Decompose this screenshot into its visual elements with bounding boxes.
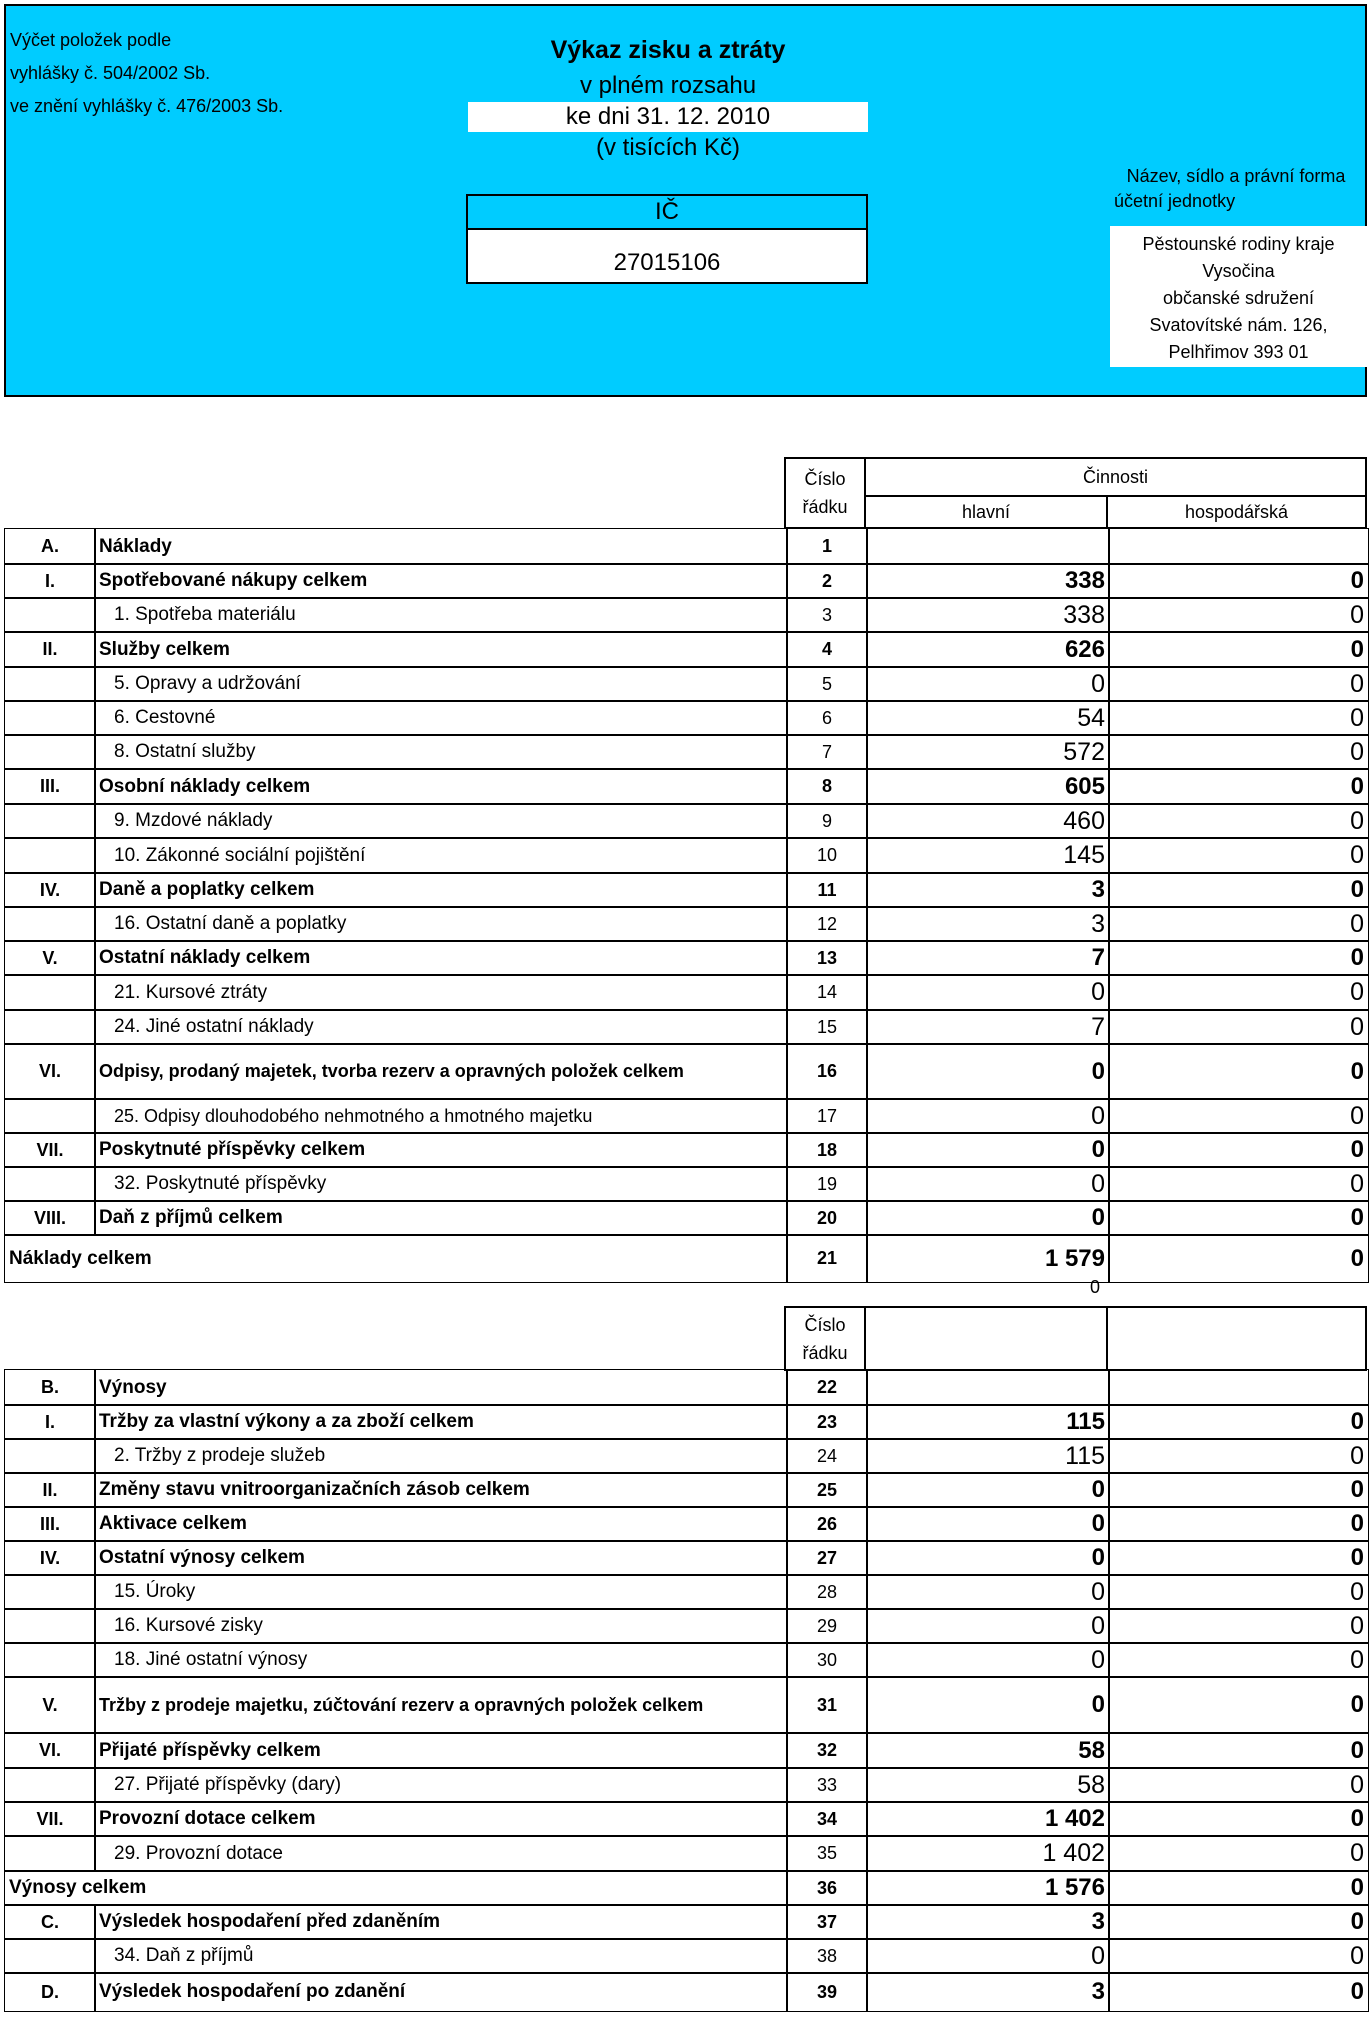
economic-value: 0 — [1108, 940, 1369, 976]
row-label: 9. Mzdové náklady — [94, 803, 788, 839]
row-number: 19 — [786, 1166, 868, 1202]
row-number-header-revenue-line-1: Číslo — [804, 1314, 846, 1335]
main-value: 0 — [866, 1642, 1110, 1678]
economic-value: 0 — [1108, 1608, 1369, 1644]
row-code: I. — [4, 563, 96, 599]
row-number: 36 — [786, 1870, 868, 1906]
row-number-header — [784, 457, 866, 529]
row-code — [4, 1835, 96, 1872]
row-number: 12 — [786, 906, 868, 942]
main-value: 58 — [866, 1767, 1110, 1803]
main-value: 145 — [866, 837, 1110, 874]
row-label: 24. Jiné ostatní náklady — [94, 1009, 788, 1045]
row-label: 16. Ostatní daně a poplatky — [94, 906, 788, 942]
row-code — [4, 1938, 96, 1974]
row-label: 1. Spotřeba materiálu — [94, 597, 788, 633]
main-value: 0 — [866, 1200, 1110, 1236]
main-value: 0 — [866, 1098, 1110, 1134]
row-code: V. — [4, 940, 96, 976]
row-code — [4, 1438, 96, 1474]
economic-value: 0 — [1108, 1540, 1369, 1576]
row-label: 5. Opravy a udržování — [94, 666, 788, 702]
row-code: III. — [4, 1506, 96, 1542]
economic-value: 0 — [1108, 1200, 1369, 1236]
row-number: 11 — [786, 872, 868, 908]
row-number: 32 — [786, 1732, 868, 1769]
row-code: II. — [4, 631, 96, 668]
row-number: 22 — [786, 1369, 868, 1406]
row-label: 16. Kursové zisky — [94, 1608, 788, 1644]
row-number: 30 — [786, 1642, 868, 1678]
main-value: 572 — [866, 734, 1110, 770]
main-value: 605 — [866, 768, 1110, 805]
row-number: 2 — [786, 563, 868, 599]
main-value: 0 — [866, 1506, 1110, 1542]
row-label: 18. Jiné ostatní výnosy — [94, 1642, 788, 1678]
row-code — [4, 1009, 96, 1045]
economic-value: 0 — [1108, 1972, 1369, 2012]
row-number: 10 — [786, 837, 868, 874]
row-code — [4, 1166, 96, 1202]
economic-value: 0 — [1108, 1732, 1369, 1769]
row-number: 25 — [786, 1472, 868, 1508]
row-code — [4, 700, 96, 736]
main-value — [866, 528, 1110, 565]
ic-label: IČ — [468, 196, 866, 230]
main-value: 1 402 — [866, 1801, 1110, 1837]
row-label: 6. Cestovné — [94, 700, 788, 736]
row-label: Daň z příjmů celkem — [94, 1200, 788, 1236]
row-label: 21. Kursové ztráty — [94, 974, 788, 1011]
row-code: VIII. — [4, 1200, 96, 1236]
economic-value: 0 — [1108, 1234, 1369, 1283]
row-code: V. — [4, 1676, 96, 1734]
row-number: 27 — [786, 1540, 868, 1576]
economic-value: 0 — [1108, 974, 1369, 1011]
main-value: 58 — [866, 1732, 1110, 1769]
economic-value: 0 — [1108, 1870, 1369, 1906]
report-title: Výkaz zisku a ztráty — [550, 36, 786, 64]
economic-value: 0 — [1108, 1574, 1369, 1610]
row-number: 38 — [786, 1938, 868, 1974]
row-number: 28 — [786, 1574, 868, 1610]
entity-label-line-1: Název, sídlo a právní forma — [1126, 166, 1346, 186]
row-code: I. — [4, 1404, 96, 1440]
economic-activity-header: hospodářská — [1106, 495, 1367, 529]
main-value: 115 — [866, 1438, 1110, 1474]
main-value: 338 — [866, 563, 1110, 599]
row-number: 26 — [786, 1506, 868, 1542]
row-label: Výnosy celkem — [4, 1870, 788, 1906]
row-code: B. — [4, 1369, 96, 1406]
main-activity-header-empty — [864, 1306, 1108, 1371]
legal-line-1: Výčet položek podle — [10, 30, 172, 50]
main-value: 115 — [866, 1404, 1110, 1440]
row-code: IV. — [4, 1540, 96, 1576]
entity-line-5: Pelhřimov 393 01 — [1168, 342, 1309, 362]
row-number: 3 — [786, 597, 868, 633]
economic-value: 0 — [1108, 768, 1369, 805]
economic-value: 0 — [1108, 1009, 1369, 1045]
row-number: 23 — [786, 1404, 868, 1440]
row-number: 34 — [786, 1801, 868, 1837]
entity-info — [1110, 226, 1367, 367]
row-code: II. — [4, 1472, 96, 1508]
report-subtitle: v plném rozsahu — [579, 72, 757, 99]
row-code — [4, 1098, 96, 1134]
row-label: Služby celkem — [94, 631, 788, 668]
main-value: 0 — [866, 1938, 1110, 1974]
economic-value: 0 — [1108, 1404, 1369, 1440]
stray-zero: 0 — [1090, 1277, 1101, 1297]
economic-value: 0 — [1108, 906, 1369, 942]
row-label: Odpisy, prodaný majetek, tvorba rezerv a opravných položek celkem — [94, 1043, 788, 1100]
row-number: 6 — [786, 700, 868, 736]
row-label: Náklady — [94, 528, 788, 565]
row-label: Náklady celkem — [4, 1234, 788, 1283]
row-code — [4, 974, 96, 1011]
main-value: 7 — [866, 940, 1110, 976]
row-number: 31 — [786, 1676, 868, 1734]
row-number: 37 — [786, 1904, 868, 1940]
row-label: Ostatní výnosy celkem — [94, 1540, 788, 1576]
main-value: 3 — [866, 1904, 1110, 1940]
row-label: 29. Provozní dotace — [94, 1835, 788, 1872]
main-value: 0 — [866, 1574, 1110, 1610]
main-activity-header: hlavní — [864, 495, 1108, 529]
row-number: 9 — [786, 803, 868, 839]
main-value: 0 — [866, 1166, 1110, 1202]
economic-value: 0 — [1108, 1767, 1369, 1803]
row-code: A. — [4, 528, 96, 565]
economic-value: 0 — [1108, 1676, 1369, 1734]
row-number: 15 — [786, 1009, 868, 1045]
economic-value — [1108, 528, 1369, 565]
entity-label-line-2: účetní jednotky — [1114, 191, 1236, 211]
main-value: 3 — [866, 1972, 1110, 2012]
row-code — [4, 837, 96, 874]
main-value: 1 402 — [866, 1835, 1110, 1872]
main-value: 0 — [866, 1608, 1110, 1644]
row-number: 35 — [786, 1835, 868, 1872]
row-label: Výsledek hospodaření před zdaněním — [94, 1904, 788, 1940]
entity-line-1: Pěstounské rodiny kraje — [1142, 234, 1335, 254]
row-number-header-revenue — [784, 1306, 866, 1371]
economic-value: 0 — [1108, 734, 1369, 770]
economic-value: 0 — [1108, 631, 1369, 668]
main-value: 54 — [866, 700, 1110, 736]
entity-line-3: občanské sdružení — [1162, 288, 1315, 308]
main-value: 338 — [866, 597, 1110, 633]
row-code: VII. — [4, 1132, 96, 1168]
row-label: 34. Daň z příjmů — [94, 1938, 788, 1974]
economic-value: 0 — [1108, 1438, 1369, 1474]
report-units: (v tisících Kč) — [595, 134, 740, 161]
row-number: 1 — [786, 528, 868, 565]
economic-value: 0 — [1108, 1904, 1369, 1940]
entity-line-4: Svatovítské nám. 126, — [1149, 315, 1328, 335]
economic-value — [1108, 1369, 1369, 1406]
ic-value: 27015106 — [613, 249, 721, 276]
economic-value: 0 — [1108, 872, 1369, 908]
row-code: IV. — [4, 872, 96, 908]
economic-value: 0 — [1108, 597, 1369, 633]
row-label: Poskytnuté příspěvky celkem — [94, 1132, 788, 1168]
entity-line-2: Vysočina — [1202, 261, 1275, 281]
row-label: Provozní dotace celkem — [94, 1801, 788, 1837]
row-code — [4, 1642, 96, 1678]
economic-value: 0 — [1108, 1801, 1369, 1837]
row-label: Změny stavu vnitroorganizačních zásob celkem — [94, 1472, 788, 1508]
row-label: Daně a poplatky celkem — [94, 872, 788, 908]
row-number: 29 — [786, 1608, 868, 1644]
row-number-header-line-2: řádku — [802, 497, 848, 517]
economic-value: 0 — [1108, 837, 1369, 874]
economic-value: 0 — [1108, 1472, 1369, 1508]
row-number: 33 — [786, 1767, 868, 1803]
economic-value: 0 — [1108, 1642, 1369, 1678]
report-header — [4, 4, 1367, 397]
economic-value: 0 — [1108, 1166, 1369, 1202]
row-number: 17 — [786, 1098, 868, 1134]
row-code: C. — [4, 1904, 96, 1940]
main-value: 7 — [866, 1009, 1110, 1045]
legal-line-2: vyhlášky č. 504/2002 Sb. — [10, 63, 211, 83]
row-code — [4, 666, 96, 702]
main-value: 626 — [866, 631, 1110, 668]
row-label: Tržby z prodeje majetku, zúčtování rezerv a opravných položek celkem — [94, 1676, 788, 1734]
main-value — [866, 1369, 1110, 1406]
row-label: Ostatní náklady celkem — [94, 940, 788, 976]
economic-value: 0 — [1108, 1132, 1369, 1168]
legal-line-3: ve znění vyhlášky č. 476/2003 Sb. — [10, 96, 284, 116]
row-number-header-revenue-line-2: řádku — [802, 1342, 848, 1363]
row-number: 8 — [786, 768, 868, 805]
row-number: 7 — [786, 734, 868, 770]
economic-value: 0 — [1108, 1938, 1369, 1974]
row-code — [4, 1608, 96, 1644]
row-label: 32. Poskytnuté příspěvky — [94, 1166, 788, 1202]
main-value: 460 — [866, 803, 1110, 839]
row-number: 13 — [786, 940, 868, 976]
row-code: III. — [4, 768, 96, 805]
row-label: 8. Ostatní služby — [94, 734, 788, 770]
row-code — [4, 734, 96, 770]
row-code — [4, 1574, 96, 1610]
entity-label — [1106, 164, 1366, 214]
economic-activity-header-empty — [1106, 1306, 1367, 1371]
row-code: VI. — [4, 1732, 96, 1769]
main-value: 0 — [866, 1472, 1110, 1508]
row-label: 27. Přijaté příspěvky (dary) — [94, 1767, 788, 1803]
main-value: 0 — [866, 1043, 1110, 1100]
row-label: Přijaté příspěvky celkem — [94, 1732, 788, 1769]
row-code: VI. — [4, 1043, 96, 1100]
ic-box — [466, 194, 868, 284]
row-code — [4, 803, 96, 839]
row-number: 39 — [786, 1972, 868, 2012]
economic-value: 0 — [1108, 700, 1369, 736]
row-label: Výsledek hospodaření po zdanění — [94, 1972, 788, 2012]
main-value: 3 — [866, 872, 1110, 908]
row-label: Spotřebované nákupy celkem — [94, 563, 788, 599]
row-code: D. — [4, 1972, 96, 2012]
main-value: 0 — [866, 974, 1110, 1011]
row-label: 15. Úroky — [94, 1574, 788, 1610]
row-code — [4, 906, 96, 942]
economic-value: 0 — [1108, 1043, 1369, 1100]
row-number: 20 — [786, 1200, 868, 1236]
activities-header: Činnosti — [864, 457, 1367, 497]
economic-value: 0 — [1108, 803, 1369, 839]
main-value: 1 579 — [866, 1234, 1110, 1283]
economic-value: 0 — [1108, 666, 1369, 702]
main-value: 0 — [866, 1540, 1110, 1576]
economic-value: 0 — [1108, 563, 1369, 599]
economic-value: 0 — [1108, 1098, 1369, 1134]
row-number: 16 — [786, 1043, 868, 1100]
row-label: 10. Zákonné sociální pojištění — [94, 837, 788, 874]
row-number: 21 — [786, 1234, 868, 1283]
main-value: 0 — [866, 666, 1110, 702]
report-date: ke dni 31. 12. 2010 — [468, 102, 868, 132]
row-number: 14 — [786, 974, 868, 1011]
row-number: 4 — [786, 631, 868, 668]
row-code: VII. — [4, 1801, 96, 1837]
economic-value: 0 — [1108, 1506, 1369, 1542]
row-label: 2. Tržby z prodeje služeb — [94, 1438, 788, 1474]
main-value: 0 — [866, 1676, 1110, 1734]
row-code — [4, 597, 96, 633]
row-label: Výnosy — [94, 1369, 788, 1406]
economic-value: 0 — [1108, 1835, 1369, 1872]
row-label: 25. Odpisy dlouhodobého nehmotného a hmotného majetku — [94, 1098, 788, 1134]
row-number: 5 — [786, 666, 868, 702]
row-number: 24 — [786, 1438, 868, 1474]
row-number-header-line-1: Číslo — [804, 469, 846, 489]
main-value: 1 576 — [866, 1870, 1110, 1906]
main-value: 0 — [866, 1132, 1110, 1168]
legal-reference — [10, 24, 283, 123]
row-label: Osobní náklady celkem — [94, 768, 788, 805]
row-code — [4, 1767, 96, 1803]
row-number: 18 — [786, 1132, 868, 1168]
main-value: 3 — [866, 906, 1110, 942]
row-label: Tržby za vlastní výkony a za zboží celkem — [94, 1404, 788, 1440]
row-label: Aktivace celkem — [94, 1506, 788, 1542]
